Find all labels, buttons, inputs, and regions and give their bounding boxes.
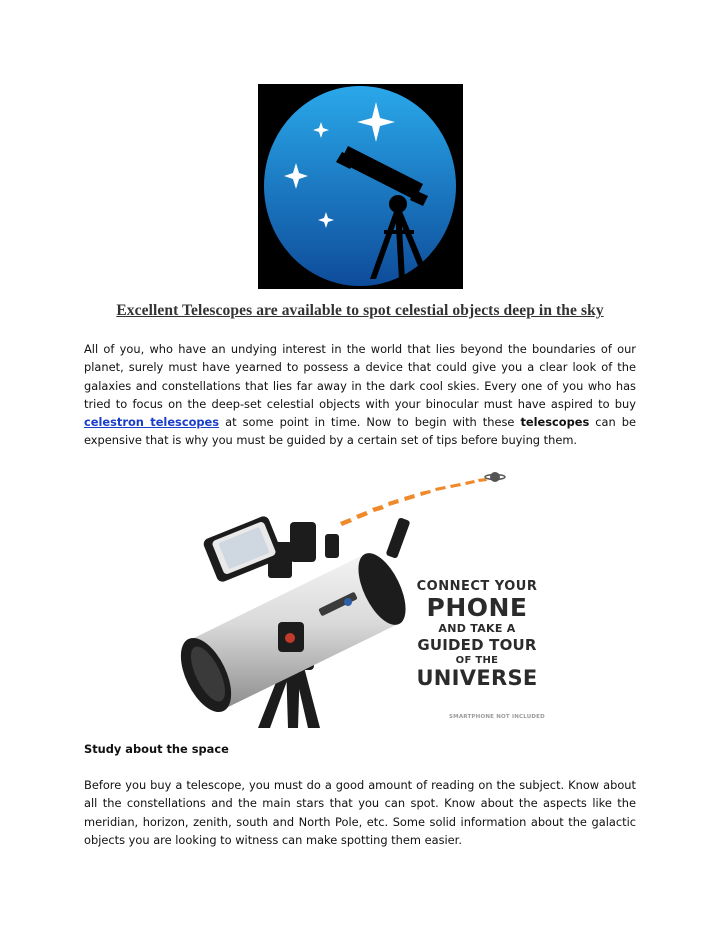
disclaimer-text: SMARTPHONE NOT INCLUDED xyxy=(449,714,545,720)
promo-line-3: AND TAKE A xyxy=(438,622,516,635)
intro-text-part2: at some point in time. Now to begin with these xyxy=(219,415,521,430)
promo-line-1: CONNECT YOUR xyxy=(416,579,538,594)
promo-line-5: OF THE xyxy=(455,655,499,666)
section-heading: Study about the space xyxy=(84,742,229,756)
intro-paragraph xyxy=(84,340,636,450)
promo-text-block xyxy=(406,580,548,689)
promo-line-4: GUIDED TOUR xyxy=(417,636,537,654)
page-title: Excellent Telescopes are available to spot celestial objects deep in the sky xyxy=(116,302,604,319)
telescope-logo-icon xyxy=(258,84,463,289)
intro-text-part1: All of you, who have an undying interest in the world that lies beyond the boundaries of our planet, surely must have yearned to possess a device that could give you a clear look of the galaxies and constellations that lies far away in the dark cool skies. Every one of you who has tried to focus on the deep-set celestial objects with your binocular must have aspired to buy xyxy=(84,342,636,411)
promo-line-2: PHONE xyxy=(426,593,528,622)
section-paragraph: Before you buy a telescope, you must do a good amount of reading on the subject. Know about all the constellations and the main stars that you can spot. Know about the aspects like the meridian, horizon, zenith, south and North Pole, etc. Some solid information about the galactic objects you are looking to witness can make spotting them easier. xyxy=(84,778,636,847)
telescope-product-illustration xyxy=(160,462,560,728)
telescopes-bold: telescopes xyxy=(520,415,590,430)
intro-text-part3: can be expensive that is why you must be guided by a certain set of tips before buying them. xyxy=(84,415,637,448)
celestron-telescopes-link[interactable]: celestron telescopes xyxy=(84,415,220,430)
promo-line-6: UNIVERSE xyxy=(416,666,538,690)
